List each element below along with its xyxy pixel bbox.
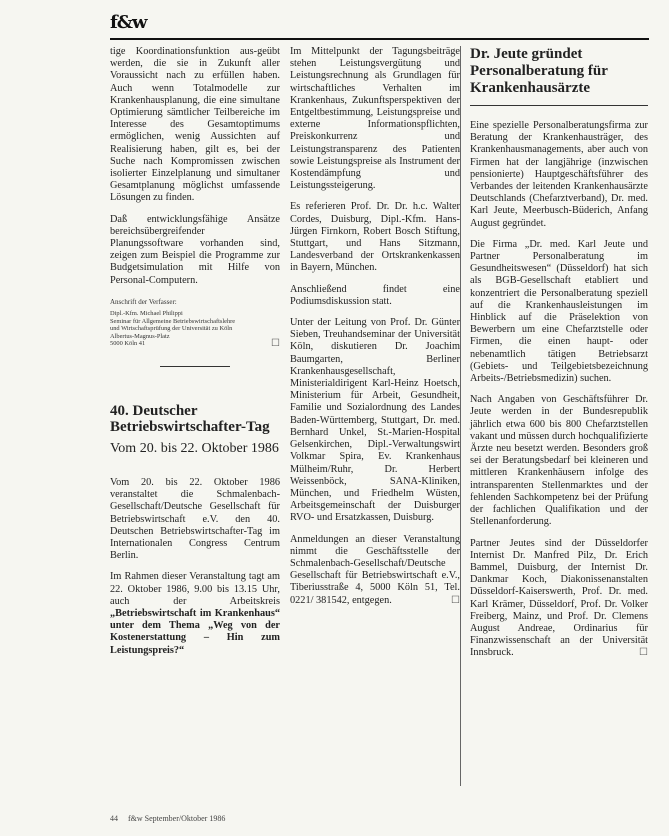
paragraph: Eine spezielle Personalberatungsfirma zur Beratung der Krankenhausträger, des Krankenhausmanagements, aber auch von Firmen hat der langjährige (inzwischen pensionierte) Hauptgeschäftsführer des Verbandes der leitenden Krankenhausärzte Deutschlands (Chefarztverband), Dr. med. Karl Jeute, Meerbusch-Büderich, Anfang August gegründet.: [470, 120, 648, 229]
paragraph: [110, 571, 280, 656]
paragraph: Vom 20. bis 22. Oktober 1986 veranstaltet die Schmalenbach-Gesellschaft/Deutsche Gesellschaft für Betriebswirtschaft e.V. den 40. Deutschen Betriebswirtschafter-Tag im Internationalen Congress Centrum Berlin.: [110, 477, 280, 562]
page-number: 44: [110, 814, 118, 823]
address-line: Albertus-Magnus-Platz: [110, 332, 170, 340]
page-footer: [110, 814, 233, 823]
issue-label: f&w September/Oktober 1986: [128, 814, 226, 823]
paragraph: Daß entwicklungsfähige Ansätze bereichsübergreifender Planungssoftware vorhanden sind, zeigen zum Beispiel die Programme zur Budgetsimulation mit Hilfe von Personal-Computern.: [110, 213, 280, 286]
paragraph: [470, 538, 648, 660]
paragraph-text: Anmeldungen an dieser Veranstaltung nimmt die Geschäftsstelle der Schmalenbach-Gesellschaft/Deutsche Gesellschaft für Betriebswirtschaft e.V., Tiberiusstraße 4, 5000 Köln 51, Tel. 0221/ 381542, entgegen.: [290, 533, 460, 606]
column-rule: [460, 46, 461, 786]
paragraph: Anschließend findet eine Podiumsdiskussion statt.: [290, 283, 460, 307]
column-middle: [290, 46, 460, 616]
journal-logo: f&w: [110, 12, 147, 33]
paragraph-text: Partner Jeutes sind der Düsseldorfer Internist Dr. Manfred Pilz, Dr. Erich Bammel, Duisburg, der Internist Dr. Dankmar Koch, Diakonissenanstalten Düsseldorf-Kaiserswerth, Prof. Dr. med. Karl Krämer, Düsseldorf, Prof. Dr. Volker Freiberg, Mainz, und Prof. Dr. Clemens August Andreae, Ordinarius für Finanzwissenschaft an der Universität Innsbruck.: [470, 537, 648, 659]
paragraph: Die Firma „Dr. med. Karl Jeute und Partner Personalberatung im Gesundheitswesen“ (Düsseldorf) hat sich als BGB-Gesellschaft etabliert und konzentriert die Personalberatung speziell auf die Krankenhausleistungen im Hinblick auf die Präselektion von Bewerbern um eine Chefarztstelle oder Firmen, die einen haupt- oder nebenamtlich tätigen Betriebsarzt (Gebiets- und Teilgebietsbezeichnung Arbeits-/Betriebsmedizin) suchen.: [470, 238, 648, 385]
paragraph: Nach Angaben von Geschäftsführer Dr. Jeute werden in der Bundesrepublik jährlich etwa 600 bis 800 Chefarztstellen vakant und müssen durch hochqualifizierte Ärzte neu besetzt werden. Besonders groß sei der Beratungsbedarf bei kleineren und mittleren Krankenhäusern infolge des intransparenten Stellenmarktes und der fehlenden Sachkompetenz bei der Prüfung der fachlichen Qualifikation und der Stellenanforderung.: [470, 394, 648, 528]
end-marker: ☐: [271, 338, 280, 350]
paragraph: [290, 534, 460, 607]
paragraph: Unter der Leitung von Prof. Dr. Günter Sieben, Treuhandseminar der Universität Köln, diskutieren Dr. Joachim Baumgarten, Berliner Krankenhausgesellschaft, Ministerialdirigent Karl-Heinz Hoetsch, Ministerium für Arbeit, Gesundheit, Familie und Sozialordnung des Landes Baden-Württemberg, Stuttgart, Dr. med. Bernhard Unkel, St.-Marien-Hospital Gelsenkirchen, Dipl.-Verwaltungswirt Volkmar Spira, Ev. Krankenhaus Mülheim/Ruhr, Dr. Herbert Weissenböck, SANA-Kliniken, München, und Friedhelm Wüsten, Arbeitsgemeinschaft der Duisburger RVO- und Ersatzkassen, Duisburg.: [290, 317, 460, 524]
address-line: Seminar für Allgemeine Betriebswirtschaftslehre: [110, 317, 236, 325]
paragraph: tige Koordinationsfunktion aus-geübt werden, die sie in Zukunft aller Voraussicht nach zu erfüllen haben. Auch wenn Totalmodelle zur Krankenhausplanung, die eine simultane Optimierung sämtlicher Teilbereiche im Interesse des Gesamtoptimums ermöglichen, wenig Aussichten auf Realisierung haben, gilt es, bei der Suche nach Kompromissen zwischen isolierter Einzelplanung und simultaner Gesamtplanung möglichst umfassende Lösungen zu finden.: [110, 46, 280, 204]
end-marker: ☐: [451, 594, 460, 606]
column-right: [470, 46, 648, 669]
address-city: 5000 Köln 41: [110, 340, 146, 348]
author-address-heading: Anschrift der Verfasser:: [110, 297, 177, 306]
paragraph: Im Mittelpunkt der Tagungsbeiträge stehen Leistungsvergütung und Leistungsrechnung als Grundlagen für wirtschaftliches Verhalten im Krankenhaus, Zukunftsperspektiven der Entgeltbestimmung, Leistungspreise und externe Informationspflichten, Preiskonkurrenz und Leistungstransparenz des Patienten sowie Leistungspreise als Instrument der Kostendämpfung und Leistungssteigerung.: [290, 46, 460, 192]
paragraph-text: Im Rahmen dieser Veranstaltung tagt am 22. Oktober 1986, 9.00 bis 13.15 Uhr, auch der Arbeitskreis: [110, 571, 280, 607]
bold-topic: „Betriebswirtschaft im Krankenhaus“ unter dem Thema „Weg von der Kostenerstattung – Hin zum Leistungspreis?“: [110, 608, 280, 656]
article-headline: Dr. Jeute gründet Personalberatung für Krankenhausärzte: [470, 46, 648, 106]
address-line: [110, 340, 280, 348]
article-subheadline: Vom 20. bis 22. Oktober 1986: [110, 441, 279, 457]
address-line: Dipl.-Kfm. Michael Philippi: [110, 310, 183, 318]
end-marker: ☐: [639, 647, 648, 659]
column-left: [110, 46, 280, 666]
address-line: und Wirtschaftsprüfung der Universität zu Köln: [110, 325, 233, 333]
article-headline: 40. Deutscher Betriebswirtschafter-Tag: [110, 403, 270, 436]
divider-line: [160, 366, 230, 367]
paragraph: Es referieren Prof. Dr. Dr. h.c. Walter Cordes, Duisburg, Dipl.-Kfm. Hans-Jürgen Firnkorn, Robert Bosch Stiftung, Stuttgart, und Hans Sitzmann, Landesverband der Ortskrankenkassen in Bayern, München.: [290, 201, 460, 274]
header-rule: [110, 38, 649, 40]
